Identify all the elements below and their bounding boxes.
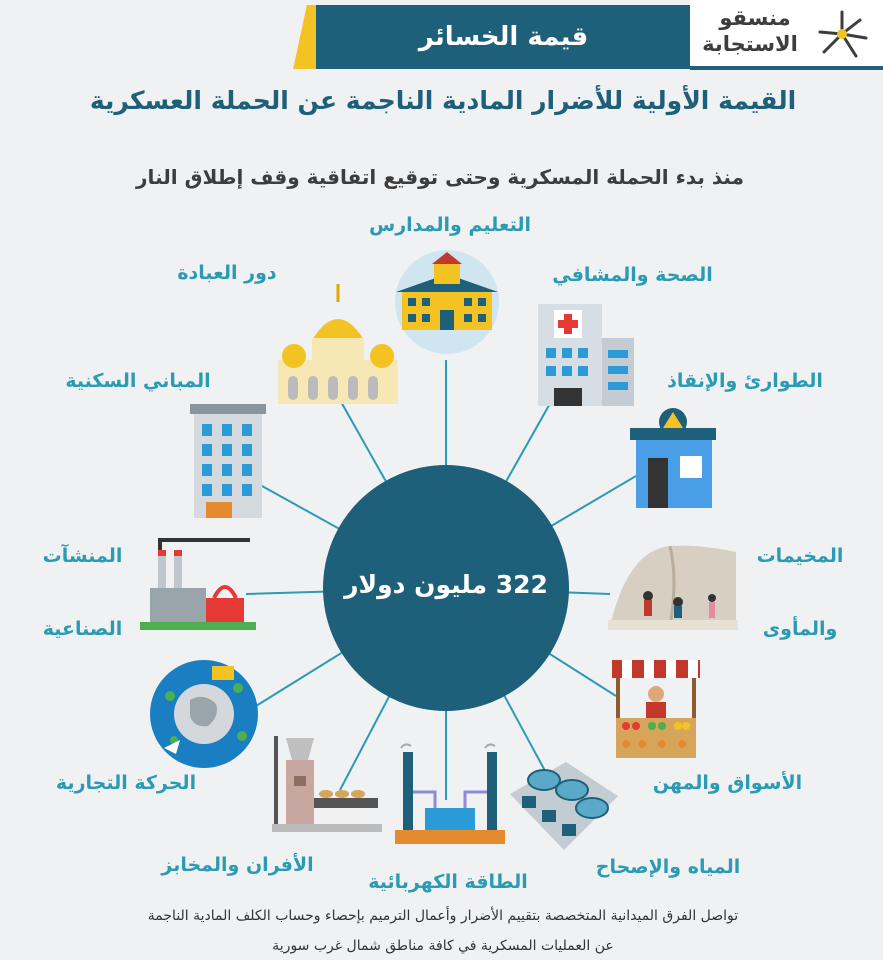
label-worship: دور العبادة — [177, 262, 277, 284]
page-title: قيمة الخسائر — [418, 22, 589, 52]
mosque-icon — [272, 280, 404, 406]
label-education: التعليم والمدارس — [369, 214, 531, 236]
footer-note-line2: عن العمليات المسكرية في كافة مناطق شمال غرب سورية — [272, 938, 614, 954]
label-residential: المباني السكنية — [65, 370, 211, 392]
school-icon — [388, 248, 506, 356]
label-water: المياه والإصحاح — [595, 856, 741, 878]
total-value: 322 مليون دولار — [344, 570, 548, 599]
logo-text-line2: الاستجابة — [702, 32, 798, 56]
civil-defense-icon — [630, 406, 716, 510]
market-stall-icon — [612, 660, 700, 760]
bakery-oven-icon — [272, 734, 382, 834]
label-camps-line2: والمأوى — [762, 618, 838, 640]
label-industrial-line1: المنشآت — [42, 545, 123, 567]
label-camps-line1: المخيمات — [756, 545, 844, 567]
footer-note-line1: تواصل الفرق الميدانية المتخصصة بتقييم الأضرار وأعمال الترميم بإحصاء وحساب الكلف المادية الناجمة — [147, 908, 739, 924]
label-markets: الأسواق والمهن — [652, 772, 803, 794]
power-plant-icon — [395, 742, 505, 848]
period-description: منذ بدء الحملة المسكرية وحتى توقيع اتفاقية وقف إطلاق النار — [136, 165, 744, 189]
globe-trade-icon — [150, 656, 260, 772]
label-health: الصحة والمشافي — [552, 264, 713, 286]
water-treatment-icon — [506, 746, 622, 856]
label-industrial-line2: الصناعية — [42, 618, 123, 640]
factory-icon — [140, 536, 256, 634]
subtitle: القيمة الأولية للأضرار المادية الناجمة عن الحملة العسكرية — [89, 86, 797, 115]
logo-text-line1: منسقو — [719, 6, 791, 30]
hospital-icon — [530, 296, 638, 408]
tents-icon — [608, 540, 738, 634]
label-bakeries: الأفران والمخابز — [161, 854, 314, 876]
label-power: الطاقة الكهربائية — [368, 871, 528, 893]
residential-building-icon — [190, 404, 266, 522]
label-trade: الحركة التجارية — [55, 772, 197, 794]
label-emergency: الطوارئ والإنقاذ — [667, 370, 823, 392]
